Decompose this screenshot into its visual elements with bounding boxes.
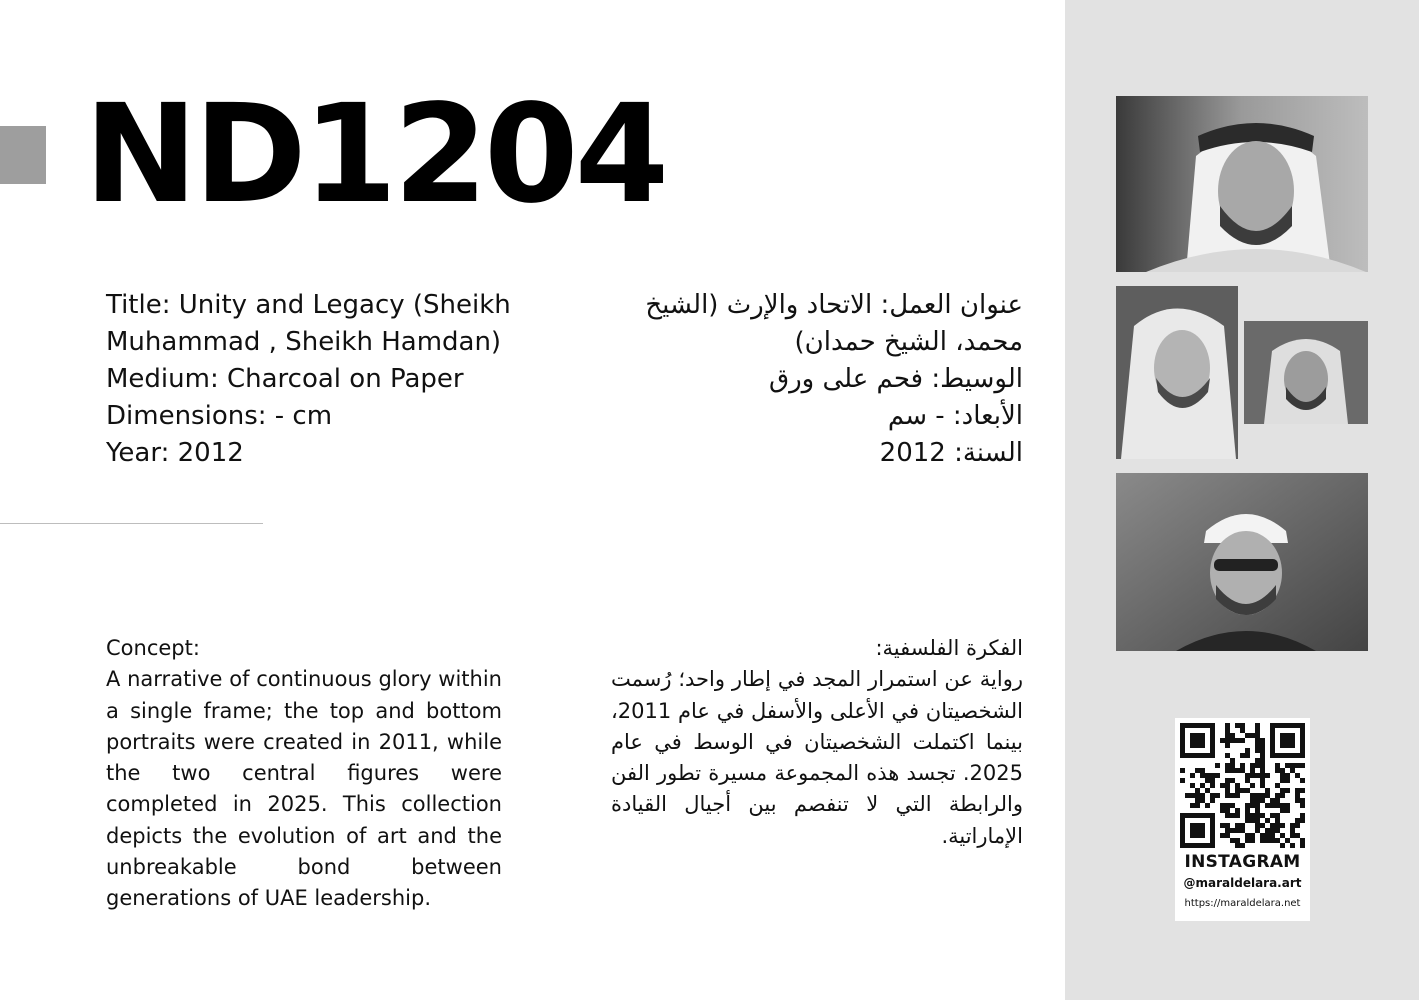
title-line-2-ar: محمد، الشيخ حمدان) xyxy=(794,327,1023,357)
portrait-icon xyxy=(1116,286,1238,459)
dimensions-ar: الأبعاد: - سم xyxy=(887,401,1023,431)
medium-ar: الوسيط: فحم على ورق xyxy=(768,364,1023,394)
artwork-info-arabic xyxy=(583,287,1023,472)
instagram-handle[interactable]: @maraldelara.art xyxy=(1183,876,1302,890)
title-line-2: Muhammad , Sheikh Hamdan) xyxy=(106,327,502,357)
year-ar: السنة: 2012 xyxy=(879,438,1023,468)
concept-body: A narrative of continuous glory within a single frame; the top and bottom portraits were created in 2011, while the two central figures were completed in 2025. This collection depicts the evolution of art and the unbreakable bond between generations of UAE leadership. xyxy=(106,667,502,911)
concept-arabic xyxy=(611,633,1023,852)
dimensions: Dimensions: - cm xyxy=(106,401,333,431)
accent-block xyxy=(0,126,46,184)
artwork-top xyxy=(1116,96,1368,272)
year: Year: 2012 xyxy=(106,438,244,468)
concept-english xyxy=(106,633,502,915)
medium: Medium: Charcoal on Paper xyxy=(106,364,464,394)
artwork-code: ND1204 xyxy=(84,76,666,234)
qr-code-icon[interactable] xyxy=(1180,723,1305,848)
portrait-icon xyxy=(1116,473,1368,651)
instagram-label: INSTAGRAM xyxy=(1184,852,1301,872)
website-link[interactable]: https://maraldelara.net xyxy=(1184,898,1301,909)
artwork-bottom xyxy=(1116,473,1368,651)
artwork-middle-left xyxy=(1116,286,1238,459)
portrait-icon xyxy=(1116,96,1368,272)
contact-card xyxy=(1175,718,1310,921)
divider-line xyxy=(0,523,263,524)
title-line-1: Title: Unity and Legacy (Sheikh xyxy=(106,290,511,320)
concept-body-ar: رواية عن استمرار المجد في إطار واحد؛ رُسمت الشخصيتان في الأعلى والأسفل في عام 2011، بينما اكتملت الشخصيتان في الوسط في عام 2025. تجسد هذه المجموعة مسيرة تطور الفن والرابطة التي لا تنفصم بين أجيال القيادة الإماراتية. xyxy=(611,667,1023,848)
artwork-middle-right xyxy=(1244,321,1368,424)
concept-heading: Concept: xyxy=(106,636,200,660)
concept-heading-ar: الفكرة الفلسفية: xyxy=(875,636,1023,660)
title-line-1-ar: عنوان العمل: الاتحاد والإرث (الشيخ xyxy=(645,290,1023,320)
artwork-info-english xyxy=(106,287,526,472)
portrait-icon xyxy=(1244,321,1368,424)
